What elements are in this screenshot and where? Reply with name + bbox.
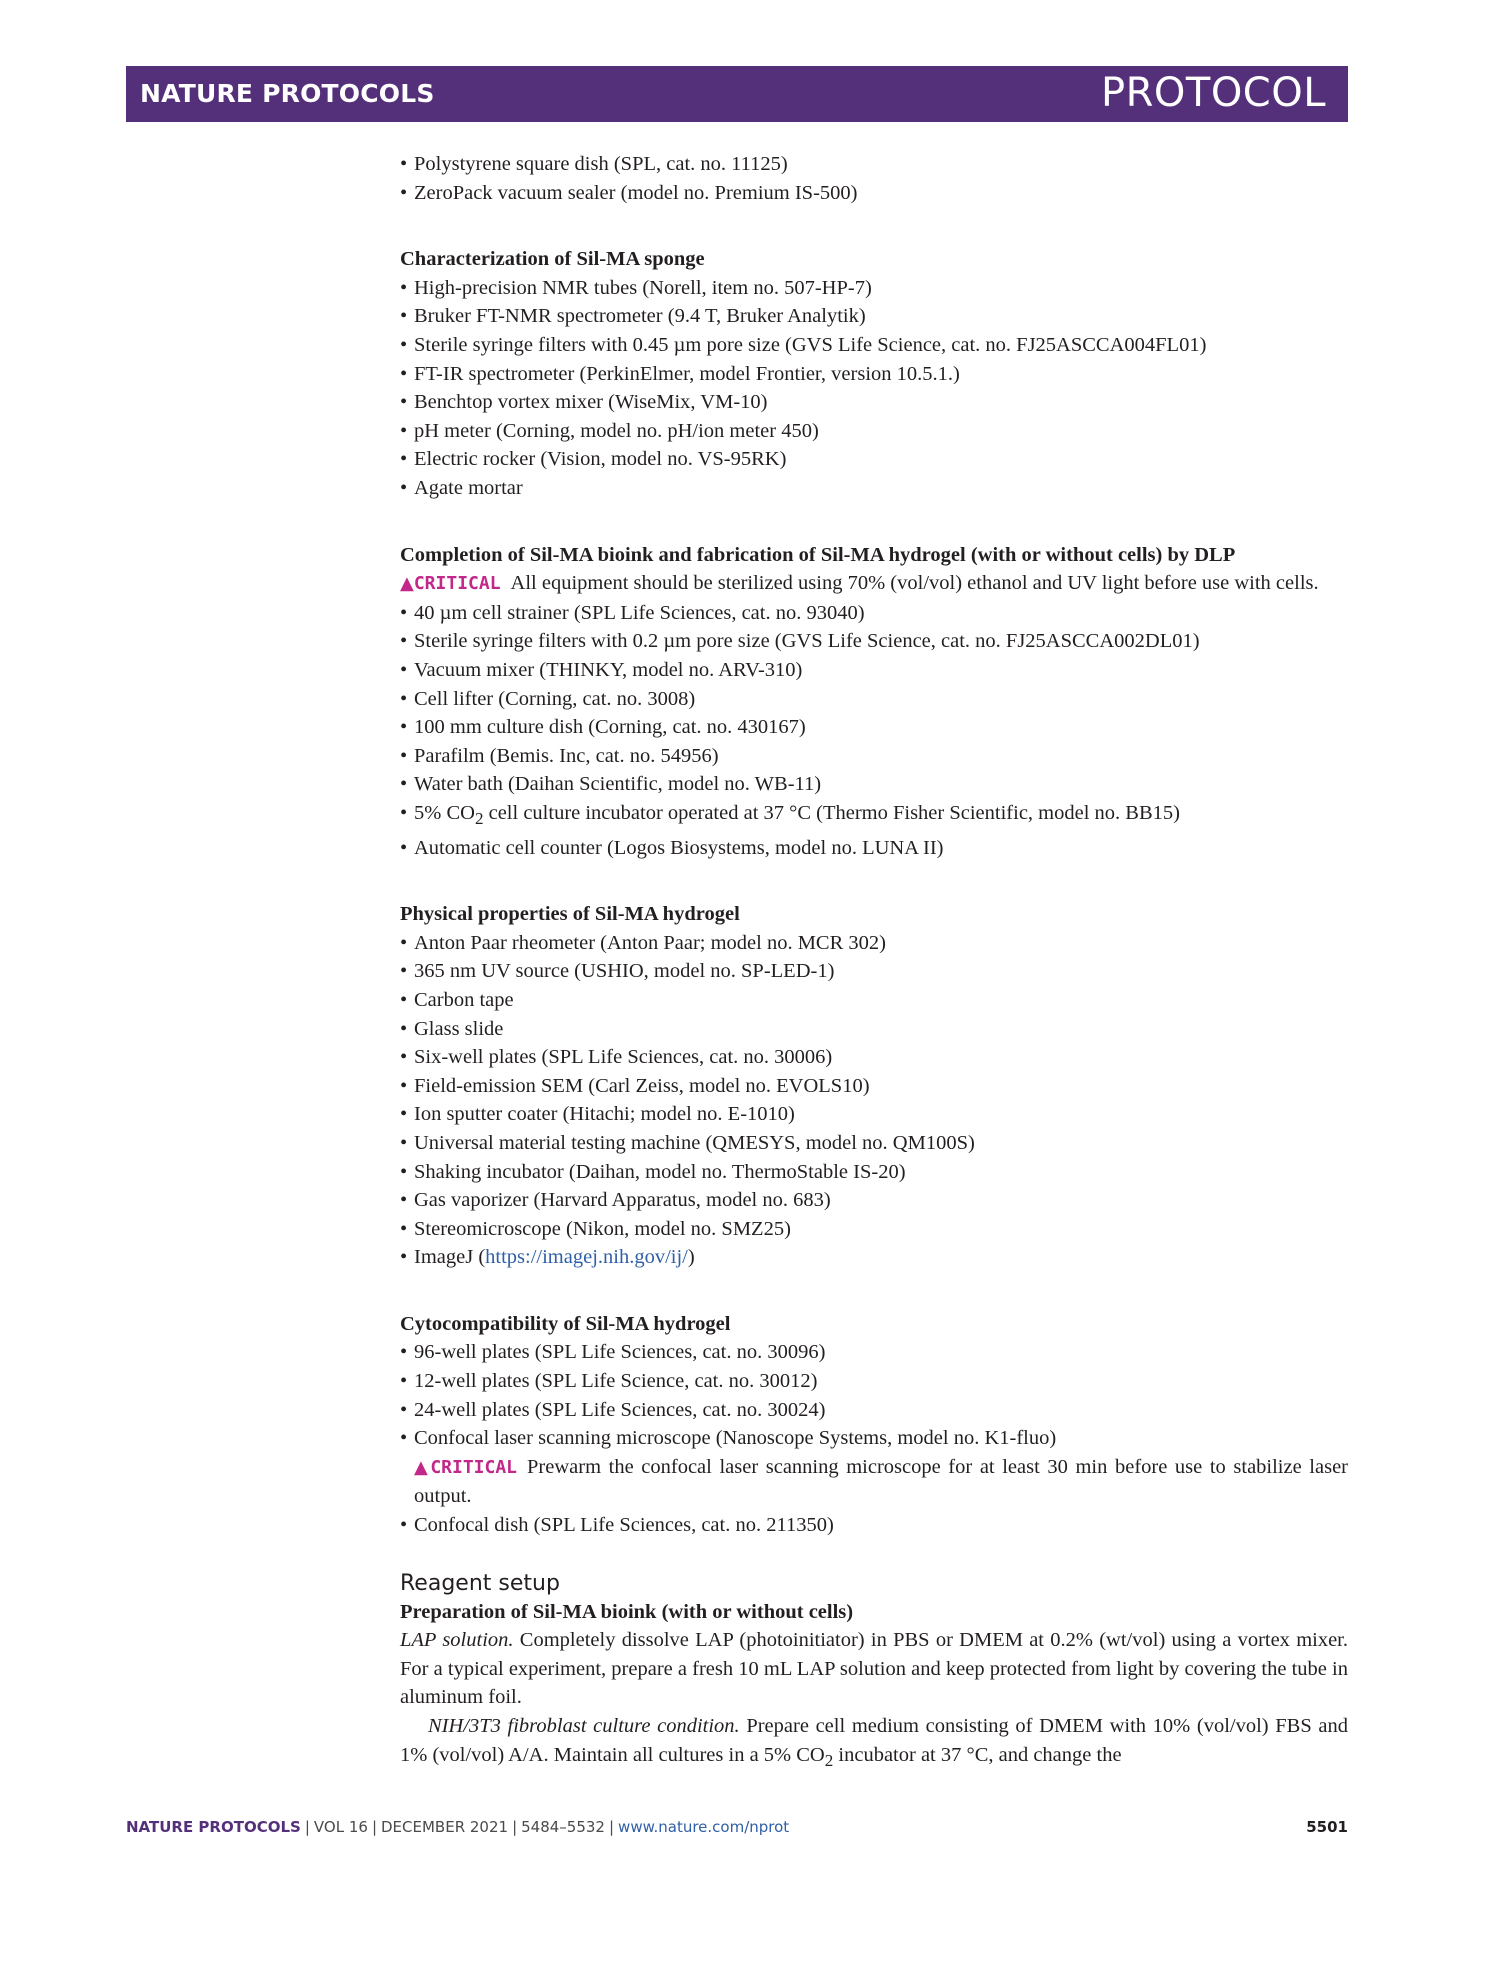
footer-volume: VOL 16	[313, 1818, 368, 1836]
list-item: • Sterile syringe filters with 0.45 µm pore size (GVS Life Science, cat. no. FJ25ASCCA004FL01)	[400, 331, 1348, 360]
list-item: • pH meter (Corning, model no. pH/ion meter 450)	[400, 417, 1348, 446]
equipment-list	[400, 599, 1348, 862]
list-item: • Cell lifter (Corning, cat. no. 3008)	[400, 685, 1348, 714]
critical-tag	[414, 1457, 517, 1478]
critical-note	[400, 1453, 1348, 1511]
list-item-imagej: • ImageJ (https://imagej.nih.gov/ij/)	[400, 1243, 1348, 1272]
nih-term: NIH/3T3 fibroblast culture condition.	[428, 1715, 740, 1737]
critical-tag	[400, 573, 501, 594]
list-item: • Polystyrene square dish (SPL, cat. no. 11125)	[400, 150, 1348, 179]
reagent-setup-title: Reagent setup	[400, 1570, 560, 1596]
list-item: • ZeroPack vacuum sealer (model no. Premium IS-500)	[400, 179, 1348, 208]
list-item: • Water bath (Daihan Scientific, model no. WB-11)	[400, 770, 1348, 799]
page-footer	[126, 1818, 1348, 1840]
section-completion	[400, 541, 1348, 863]
warning-triangle-icon: ▲	[414, 1456, 431, 1478]
footer-separator: |	[512, 1818, 518, 1836]
section-cytocompatibility	[400, 1310, 1348, 1540]
imagej-link[interactable]: https://imagej.nih.gov/ij/	[485, 1246, 688, 1269]
section-reagent-setup	[400, 1570, 1348, 1776]
header-bar	[126, 66, 1348, 122]
list-item: • Shaking incubator (Daihan, model no. ThermoStable IS-20)	[400, 1158, 1348, 1187]
list-item: • 365 nm UV source (USHIO, model no. SP-LED-1)	[400, 957, 1348, 986]
list-item: • Gas vaporizer (Harvard Apparatus, model no. 683)	[400, 1186, 1348, 1215]
list-item: • Agate mortar	[400, 474, 1348, 503]
list-item: • Confocal dish (SPL Life Sciences, cat. no. 211350)	[400, 1511, 1348, 1540]
footer-journal: NATURE PROTOCOLS	[126, 1818, 301, 1836]
page-number: 5501	[1306, 1818, 1348, 1836]
critical-label: CRITICAL	[430, 1456, 518, 1478]
list-item: • Six-well plates (SPL Life Sciences, cat. no. 30006)	[400, 1043, 1348, 1072]
list-item: • Automatic cell counter (Logos Biosystems, model no. LUNA II)	[400, 834, 1348, 863]
page-content	[400, 150, 1348, 1813]
footer-url-link[interactable]: www.nature.com/nprot	[618, 1818, 790, 1836]
list-item: • 40 µm cell strainer (SPL Life Sciences, cat. no. 93040)	[400, 599, 1348, 628]
list-item: • Carbon tape	[400, 986, 1348, 1015]
list-item: • Sterile syringe filters with 0.2 µm pore size (GVS Life Science, cat. no. FJ25ASCCA002DL01)	[400, 627, 1348, 656]
section-heading: Physical properties of Sil-MA hydrogel	[400, 903, 740, 926]
equipment-list	[400, 274, 1348, 503]
footer-separator: |	[304, 1818, 310, 1836]
section-characterization	[400, 245, 1348, 502]
list-item: • Electric rocker (Vision, model no. VS-95RK)	[400, 445, 1348, 474]
list-item: • Parafilm (Bemis. Inc, cat. no. 54956)	[400, 742, 1348, 771]
journal-name: NATURE PROTOCOLS	[140, 79, 435, 108]
equipment-list	[400, 150, 1348, 207]
list-item: • Bruker FT-NMR spectrometer (9.4 T, Bruker Analytik)	[400, 302, 1348, 331]
list-item: • 12-well plates (SPL Life Science, cat. no. 30012)	[400, 1367, 1348, 1396]
footer-pages: 5484–5532	[521, 1818, 605, 1836]
list-item: • High-precision NMR tubes (Norell, item no. 507-HP-7)	[400, 274, 1348, 303]
section-heading: Preparation of Sil-MA bioink (with or without cells)	[400, 1600, 854, 1623]
section-intro-items	[400, 150, 1348, 207]
equipment-list	[400, 1338, 1348, 1452]
list-item: • Glass slide	[400, 1015, 1348, 1044]
critical-note	[400, 569, 1348, 599]
section-heading: Cytocompatibility of Sil-MA hydrogel	[400, 1312, 731, 1335]
footer-date: DECEMBER 2021	[381, 1818, 509, 1836]
list-item: • 24-well plates (SPL Life Sciences, cat. no. 30024)	[400, 1396, 1348, 1425]
equipment-list	[400, 1511, 1348, 1540]
list-item-incubator: • 5% $CO_2$ cell culture incubator operated at 37 °C (Thermo Fisher Scientific, model no. BB15)	[400, 799, 1348, 834]
footer-separator: |	[371, 1818, 377, 1836]
list-item: • Anton Paar rheometer (Anton Paar; model no. MCR 302)	[400, 929, 1348, 958]
section-heading: Characterization of Sil-MA sponge	[400, 248, 705, 271]
critical-text: All equipment should be sterilized using 70% (vol/vol) ethanol and UV light before use with cells.	[510, 572, 1319, 595]
critical-label: CRITICAL	[413, 573, 501, 595]
section-heading: Completion of Sil-MA bioink and fabrication of Sil-MA hydrogel (with or without cells) by DLP	[400, 543, 1236, 566]
list-item: • Vacuum mixer (THINKY, model no. ARV-310)	[400, 656, 1348, 685]
list-item: • Benchtop vortex mixer (WiseMix, VM-10)	[400, 388, 1348, 417]
list-item: • Stereomicroscope (Nikon, model no. SMZ25)	[400, 1215, 1348, 1244]
section-physical	[400, 900, 1348, 1272]
warning-triangle-icon: ▲	[400, 573, 414, 595]
list-item: • 100 mm culture dish (Corning, cat. no. 430167)	[400, 713, 1348, 742]
list-item: • Ion sputter coater (Hitachi; model no. E-1010)	[400, 1100, 1348, 1129]
list-item: • Field-emission SEM (Carl Zeiss, model no. EVOLS10)	[400, 1072, 1348, 1101]
footer-separator: |	[608, 1818, 615, 1836]
list-item: • 96-well plates (SPL Life Sciences, cat. no. 30096)	[400, 1338, 1348, 1367]
list-item: • FT-IR spectrometer (PerkinElmer, model Frontier, version 10.5.1.)	[400, 360, 1348, 389]
critical-text: Prewarm the confocal laser scanning microscope for at least 30 min before use to stabilize laser output.	[414, 1455, 1348, 1508]
nih-paragraph: NIH/3T3 fibroblast culture condition. Prepare cell medium consisting of DMEM with 10% (vol/vol) FBS and 1% (vol/vol) A/A. Maintain all cultures in a 5% $CO_2$ incubator at 37 °C, and change the	[400, 1715, 1348, 1770]
list-item: • Universal material testing machine (QMESYS, model no. QM100S)	[400, 1129, 1348, 1158]
lap-term: LAP solution.	[400, 1629, 514, 1652]
equipment-list	[400, 929, 1348, 1272]
lap-paragraph: LAP solution. Completely dissolve LAP (photoinitiator) in PBS or DMEM at 0.2% (wt/vol) using a vortex mixer. For a typical experiment, prepare a fresh 10 mL LAP solution and keep protected from light by covering the tube in aluminum foil.	[400, 1629, 1349, 1709]
list-item: • Confocal laser scanning microscope (Nanoscope Systems, model no. K1-fluo)	[400, 1424, 1348, 1453]
article-type-label: PROTOCOL	[1100, 70, 1326, 116]
